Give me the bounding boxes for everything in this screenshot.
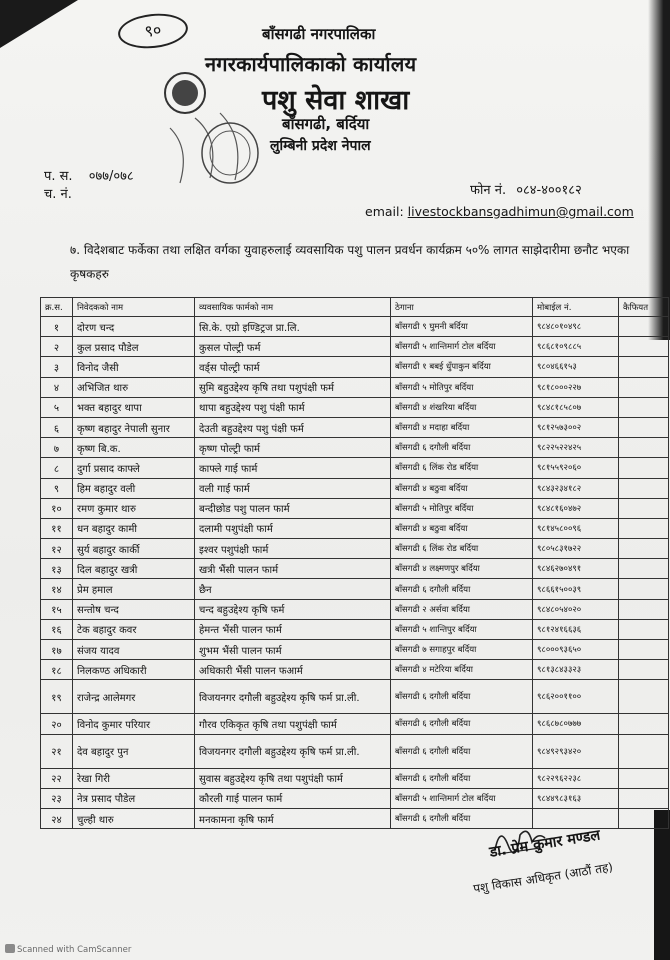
scan-shadow-right bbox=[648, 0, 670, 340]
mobile-number-cell: ९८०५८३१७२२ bbox=[533, 539, 619, 559]
mobile-number-cell: ९८१२४१६६३६ bbox=[533, 619, 619, 639]
address-cell: बाँसग‍ढी ९ घुमनी बर्दिया bbox=[391, 317, 533, 337]
table-row bbox=[41, 357, 669, 377]
office-seal-stamp bbox=[150, 68, 265, 188]
table-row bbox=[41, 714, 669, 734]
address-cell: बाँसगढी ४ शंखरिया बर्दिया bbox=[391, 397, 533, 417]
table-row bbox=[41, 438, 669, 458]
address-cell: बाँसगढी ५ मोतिपुर बर्दिया bbox=[391, 498, 533, 518]
remarks-cell bbox=[619, 599, 669, 619]
address-cell: बाँसगढी ६ दगौली बर्दिया bbox=[391, 714, 533, 734]
mobile-number-cell: ९८२२५२२४२५ bbox=[533, 438, 619, 458]
program-description: ७. विदेशबाट फर्केका तथा लक्षित वर्गका युवाहरुलाई व्यवसायिक पशु पालन प्रवर्धन कार्यक्रम ५०% लागत साझेदारीमा छनौट भएका कृषकहरु bbox=[70, 243, 630, 281]
serial-number-cell: १५ bbox=[41, 599, 73, 619]
applicant-name-cell: संजय यादव bbox=[73, 640, 195, 660]
remarks-cell bbox=[619, 680, 669, 714]
mobile-number-cell: ९८६८७८०७७७ bbox=[533, 714, 619, 734]
serial-number-cell: २४ bbox=[41, 808, 73, 828]
farm-name-cell: वली गाई फार्म bbox=[195, 478, 391, 498]
farm-name-cell: हेमन्त भैंसी पालन फार्म bbox=[195, 619, 391, 639]
remarks-cell bbox=[619, 714, 669, 734]
address-cell: बाँसगढी ६ दगौली बर्दिया bbox=[391, 768, 533, 788]
farm-name-cell: वर्ड्स पोल्ट्री फार्म bbox=[195, 357, 391, 377]
remarks-cell bbox=[619, 808, 669, 828]
remarks-cell bbox=[619, 498, 669, 518]
address-cell: बाँसगढी १ बबई धुँपाकुन बर्दिया bbox=[391, 357, 533, 377]
mobile-number-cell: ९८६८१०९८८५ bbox=[533, 337, 619, 357]
camscanner-icon bbox=[5, 944, 15, 953]
column-header-applicant: निवेदकको नाम bbox=[73, 298, 195, 317]
scanner-watermark-text: Scanned with CamScanner bbox=[17, 945, 132, 955]
address-cell: बाँसगढी ४ मदाहा बर्दिया bbox=[391, 417, 533, 437]
applicant-name-cell: धन बहादुर कामी bbox=[73, 518, 195, 538]
farm-name-cell: काफ्ले गाई फार्म bbox=[195, 458, 391, 478]
table-row bbox=[41, 808, 669, 828]
applicant-name-cell: सुर्य बहादुर कार्की bbox=[73, 539, 195, 559]
farm-name-cell: गौरव एकिकृत कृषि तथा पशुपंक्षी फार्म bbox=[195, 714, 391, 734]
mobile-number-cell: ९८४३२३४१८२ bbox=[533, 478, 619, 498]
email-line bbox=[365, 204, 634, 219]
mobile-number-cell: ९८४८१८५८०७ bbox=[533, 397, 619, 417]
serial-number-cell: ३ bbox=[41, 357, 73, 377]
mobile-number-cell: ९८१५५९२०६० bbox=[533, 458, 619, 478]
farm-name-cell: बन्दीछोड पशु पालन फार्म bbox=[195, 498, 391, 518]
applicant-name-cell: दुर्गा प्रसाद काफ्ले bbox=[73, 458, 195, 478]
table-row bbox=[41, 518, 669, 538]
farm-name-cell: थापा बहुउद्देश्य पशु पंक्षी फार्म bbox=[195, 397, 391, 417]
applicant-name-cell: दिल बहादुर खत्री bbox=[73, 559, 195, 579]
applicant-name-cell: रेखा गिरी bbox=[73, 768, 195, 788]
mobile-number-cell: ९८०००९३६५० bbox=[533, 640, 619, 660]
remarks-cell bbox=[619, 539, 669, 559]
table-row bbox=[41, 478, 669, 498]
farm-name-cell: इश्वर पशुपंक्षी फार्म bbox=[195, 539, 391, 559]
table-row bbox=[41, 337, 669, 357]
table-row bbox=[41, 640, 669, 660]
address-cell: बाँसगढी ४ मटेरिया बर्दिया bbox=[391, 660, 533, 680]
mobile-number-cell: ९८४८०१०४९८ bbox=[533, 317, 619, 337]
scan-shadow-bottom bbox=[654, 810, 670, 960]
applicant-name-cell: देव बहादुर पुन bbox=[73, 734, 195, 768]
address-cell: बाँसगढी ५ मोतिपुर बर्दिया bbox=[391, 377, 533, 397]
remarks-cell bbox=[619, 619, 669, 639]
letter-number-label: प. स. bbox=[44, 169, 73, 184]
serial-number-cell: १ bbox=[41, 317, 73, 337]
serial-number-cell: ६ bbox=[41, 417, 73, 437]
mobile-number-cell: ९८४६२७०४९१ bbox=[533, 559, 619, 579]
farm-name-cell: खत्री भैंसी पालन फार्म bbox=[195, 559, 391, 579]
serial-number-cell: ५ bbox=[41, 397, 73, 417]
remarks-cell bbox=[619, 317, 669, 337]
applicant-name-cell: रमण कुमार थारु bbox=[73, 498, 195, 518]
farm-name-cell: कुसल पोल्ट्री फर्म bbox=[195, 337, 391, 357]
address-cell: बाँसगढी ५ शान्तिमार्ग टोल बर्दिया bbox=[391, 337, 533, 357]
remarks-cell bbox=[619, 397, 669, 417]
address-cell: बाँसगढी ६ लिंक रोड बर्दिया bbox=[391, 458, 533, 478]
applicant-name-cell: सन्तोष चन्द bbox=[73, 599, 195, 619]
serial-number-cell: १७ bbox=[41, 640, 73, 660]
applicant-name-cell: टेक बहादुर कवर bbox=[73, 619, 195, 639]
office-location: बाँसगढी, बर्दिया bbox=[282, 115, 370, 133]
table-row bbox=[41, 660, 669, 680]
serial-number-cell: ४ bbox=[41, 377, 73, 397]
table-row bbox=[41, 734, 669, 768]
mobile-number-cell: ९८४९२९३४२० bbox=[533, 734, 619, 768]
farm-name-cell: दलामी पशुपंक्षी फार्म bbox=[195, 518, 391, 538]
mobile-number-cell: ९८६२००११०० bbox=[533, 680, 619, 714]
remarks-cell bbox=[619, 458, 669, 478]
remarks-cell bbox=[619, 417, 669, 437]
serial-number-cell: १६ bbox=[41, 619, 73, 639]
applicant-name-cell: कृष्ण बि.क. bbox=[73, 438, 195, 458]
farm-name-cell: सि.के. एग्रो इण्डिट्रज प्रा.लि. bbox=[195, 317, 391, 337]
table-row bbox=[41, 397, 669, 417]
serial-number-cell: ९ bbox=[41, 478, 73, 498]
table-row bbox=[41, 768, 669, 788]
address-cell: बाँसगढी ६ दगौली बर्दिया bbox=[391, 808, 533, 828]
table-row bbox=[41, 377, 669, 397]
table-row bbox=[41, 498, 669, 518]
farm-name-cell: कौरली गाई पालन फार्म bbox=[195, 788, 391, 808]
mobile-number-cell: ९८१३८४३३२३ bbox=[533, 660, 619, 680]
address-cell: बाँसगढी ४ बठुवा बर्दिया bbox=[391, 518, 533, 538]
applicant-name-cell: दोरण चन्द bbox=[73, 317, 195, 337]
applicant-name-cell: निलकण्ठ अधिकारी bbox=[73, 660, 195, 680]
table-row bbox=[41, 317, 669, 337]
applicant-name-cell: विनोद जैसी bbox=[73, 357, 195, 377]
letter-number bbox=[44, 166, 134, 184]
applicant-name-cell: चुल्ही थारु bbox=[73, 808, 195, 828]
serial-number-cell: १४ bbox=[41, 579, 73, 599]
address-cell: बाँसगढी ६ दगौली बर्दिया bbox=[391, 579, 533, 599]
serial-number-cell: १० bbox=[41, 498, 73, 518]
remarks-cell bbox=[619, 478, 669, 498]
farm-name-cell: देउती बहुउद्देश्य पशु पंक्षी फर्म bbox=[195, 417, 391, 437]
remarks-cell bbox=[619, 377, 669, 397]
municipality-name: बाँसगढी नगरपालिका bbox=[262, 25, 376, 43]
address-cell: बाँसगढी ७ सगाहपुर बर्दिया bbox=[391, 640, 533, 660]
mobile-number-cell: ९८०४६६१५३ bbox=[533, 357, 619, 377]
farm-name-cell: मनकामना कृषि फार्म bbox=[195, 808, 391, 828]
farm-name-cell: विजयनगर दगौली बहुउद्देश्य कृषि फर्म प्रा.ली. bbox=[195, 680, 391, 714]
table-row bbox=[41, 579, 669, 599]
serial-number-cell: १९ bbox=[41, 680, 73, 714]
farm-name-cell: छैन bbox=[195, 579, 391, 599]
phone-number: ०८४-४००१८२ bbox=[516, 183, 582, 198]
column-header-mobile: मोबाईल नं. bbox=[533, 298, 619, 317]
applicant-name-cell: राजेन्द्र आलेमगर bbox=[73, 680, 195, 714]
email-address[interactable]: livestockbansgadhimun@gmail.com bbox=[407, 204, 634, 219]
applicant-name-cell: प्रेम हमाल bbox=[73, 579, 195, 599]
farm-name-cell: कृष्ण पोल्ट्री फार्म bbox=[195, 438, 391, 458]
applicant-name-cell: कृष्ण बहादुर नेपाली सुनार bbox=[73, 417, 195, 437]
dispatch-number-label: च. नं. bbox=[44, 187, 72, 202]
applicant-name-cell: नेत्र प्रसाद पौडेल bbox=[73, 788, 195, 808]
phone-label: फोन नं. bbox=[470, 183, 507, 198]
scanner-watermark bbox=[5, 944, 131, 955]
mobile-number-cell: ९८१२५७३००२ bbox=[533, 417, 619, 437]
mobile-number-cell: ९८१४५८००९६ bbox=[533, 518, 619, 538]
remarks-cell bbox=[619, 337, 669, 357]
applicant-name-cell: कुल प्रसाद पौडेल bbox=[73, 337, 195, 357]
address-cell: बाँसगढी ६ दगौली बर्दिया bbox=[391, 438, 533, 458]
address-cell: बाँसगढी ५ शान्तिमार्ग टोल बर्दिया bbox=[391, 788, 533, 808]
serial-number-cell: ८ bbox=[41, 458, 73, 478]
phone-line bbox=[470, 180, 582, 198]
serial-number-cell: २१ bbox=[41, 734, 73, 768]
serial-number-cell: २० bbox=[41, 714, 73, 734]
farm-name-cell: शुभम भैंसी पालन फार्म bbox=[195, 640, 391, 660]
signatory-title: पशु विकास अधिकृत (आठौं तह) bbox=[472, 859, 614, 896]
mobile-number-cell: ९८२२९६२२३८ bbox=[533, 768, 619, 788]
remarks-cell bbox=[619, 518, 669, 538]
remarks-cell bbox=[619, 768, 669, 788]
signatory-name: डा. प्रेम कुमार मण्डल bbox=[488, 827, 602, 861]
mobile-number-cell: ९८१८०००२२७ bbox=[533, 377, 619, 397]
farm-name-cell: विजयनगर दगौली बहुउद्देश्य कृषि फर्म प्रा.ली. bbox=[195, 734, 391, 768]
email-label: email: bbox=[365, 204, 404, 219]
column-header-farm: व्यवसायिक फार्मको नाम bbox=[195, 298, 391, 317]
page-number: ९० bbox=[116, 10, 189, 51]
address-cell: बाँसगढी ६ लिंक रोड बर्दिया bbox=[391, 539, 533, 559]
table-row bbox=[41, 417, 669, 437]
farm-name-cell: सुवास बहुउद्देश्य कृषि तथा पशुपंक्षी फार्म bbox=[195, 768, 391, 788]
remarks-cell bbox=[619, 788, 669, 808]
mobile-number-cell: ९८४८१६०४७२ bbox=[533, 498, 619, 518]
remarks-cell bbox=[619, 357, 669, 377]
remarks-cell bbox=[619, 438, 669, 458]
branch-name: पशु सेवा शाखा bbox=[262, 85, 410, 116]
province-name: लुम्बिनी प्रदेश नेपाल bbox=[270, 138, 371, 154]
table-row bbox=[41, 559, 669, 579]
column-header-address: ठेगाना bbox=[391, 298, 533, 317]
remarks-cell bbox=[619, 734, 669, 768]
remarks-cell bbox=[619, 559, 669, 579]
farm-name-cell: चन्द बहुउद्देश्य कृषि फर्म bbox=[195, 599, 391, 619]
column-header-serial: क्र.स. bbox=[41, 298, 73, 317]
address-cell: बाँसगढी २ अर्सवा बर्दिया bbox=[391, 599, 533, 619]
applicant-name-cell: भक्त बहादुर थापा bbox=[73, 397, 195, 417]
serial-number-cell: १८ bbox=[41, 660, 73, 680]
remarks-cell bbox=[619, 640, 669, 660]
address-cell: बाँसगढी ६ दगौली बर्दिया bbox=[391, 680, 533, 714]
serial-number-cell: २ bbox=[41, 337, 73, 357]
mobile-number-cell: ९८६६१५००३९ bbox=[533, 579, 619, 599]
serial-number-cell: ११ bbox=[41, 518, 73, 538]
table-row bbox=[41, 599, 669, 619]
serial-number-cell: २३ bbox=[41, 788, 73, 808]
address-cell: बाँसगढी ५ शान्तिपुर बर्दिया bbox=[391, 619, 533, 639]
applicant-name-cell: अभिजित थारु bbox=[73, 377, 195, 397]
serial-number-cell: १२ bbox=[41, 539, 73, 559]
scan-shadow-corner bbox=[0, 0, 80, 50]
address-cell: बाँसगढी ६ दगौली बर्दिया bbox=[391, 734, 533, 768]
serial-number-cell: १३ bbox=[41, 559, 73, 579]
table-row bbox=[41, 680, 669, 714]
table-row bbox=[41, 539, 669, 559]
applicant-name-cell: विनोद कुमार परियार bbox=[73, 714, 195, 734]
mobile-number-cell: ९८४८०५४०२० bbox=[533, 599, 619, 619]
table-header-row bbox=[41, 298, 669, 317]
address-cell: बाँसगढी ४ लक्ष्मणपुर बर्दिया bbox=[391, 559, 533, 579]
remarks-cell bbox=[619, 660, 669, 680]
remarks-cell bbox=[619, 579, 669, 599]
table-row bbox=[41, 458, 669, 478]
farm-name-cell: सुमि बहुउद्देश्य कृषि तथा पशुपंक्षी फर्म bbox=[195, 377, 391, 397]
column-header-remarks: कैफियत bbox=[619, 298, 669, 317]
table-row bbox=[41, 788, 669, 808]
address-cell: बाँसगढी ४ बठुवा बर्दिया bbox=[391, 478, 533, 498]
farmer-list-table bbox=[40, 297, 669, 829]
applicant-name-cell: हिम बहादुर वली bbox=[73, 478, 195, 498]
serial-number-cell: २२ bbox=[41, 768, 73, 788]
mobile-number-cell: ९८४४९८३१६३ bbox=[533, 788, 619, 808]
farm-name-cell: अधिकारी भैंसी पालन फआर्म bbox=[195, 660, 391, 680]
office-name: नगरकार्यपालिकाको कार्यालय bbox=[205, 52, 417, 76]
serial-number-cell: ७ bbox=[41, 438, 73, 458]
table-row bbox=[41, 619, 669, 639]
letter-number-value: ०७७/०७८ bbox=[88, 169, 134, 184]
